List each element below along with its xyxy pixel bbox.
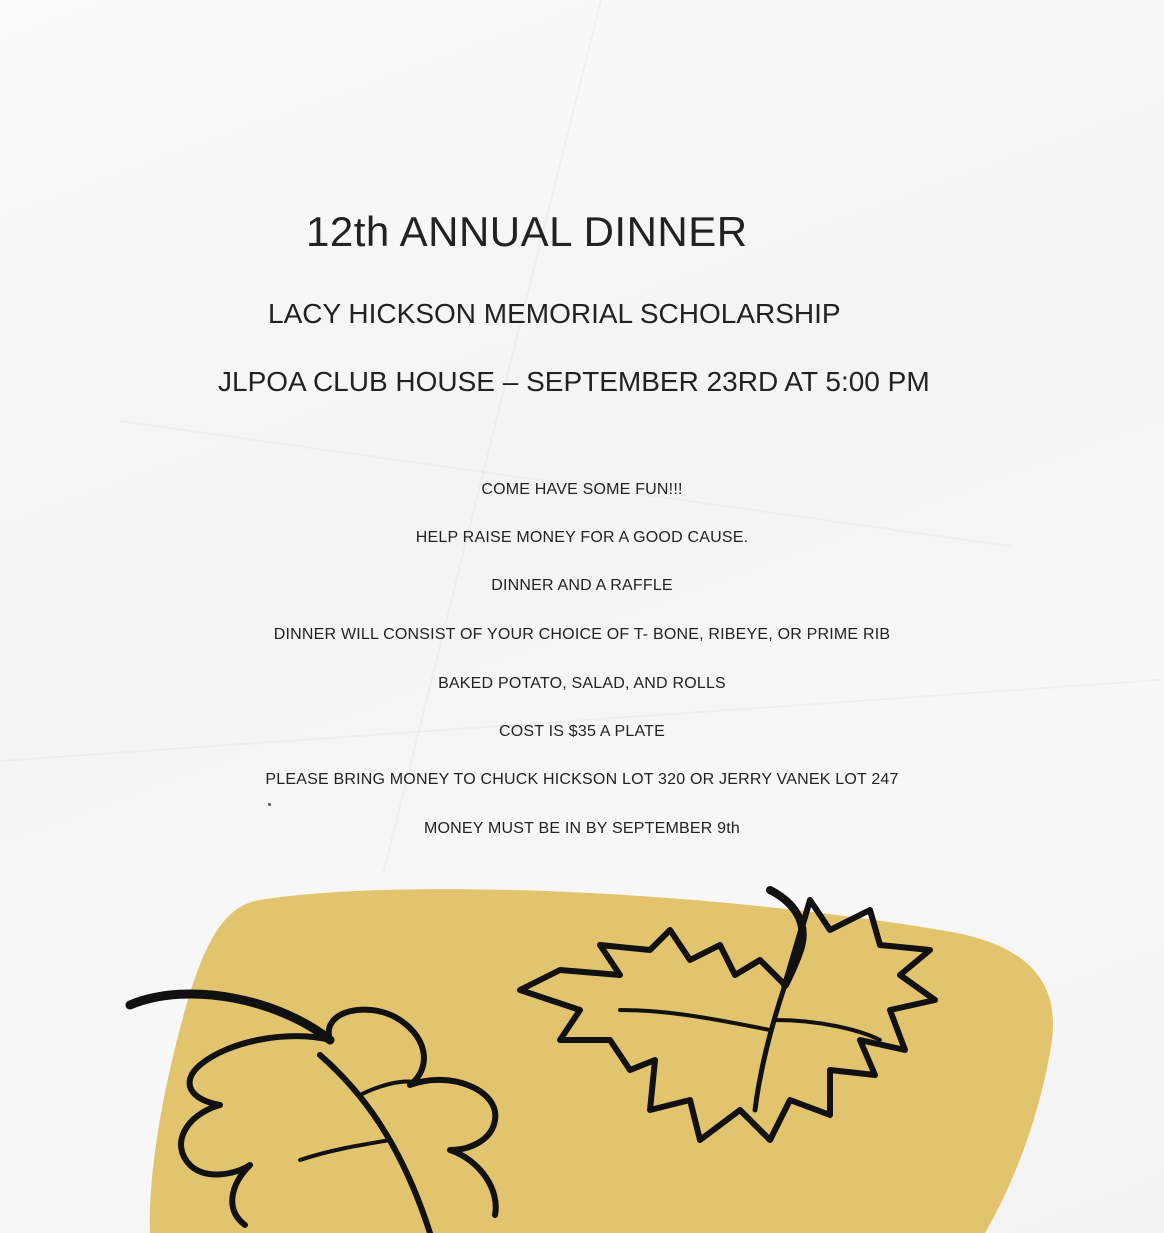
detail-line: MONEY MUST BE IN BY SEPTEMBER 9th (423, 820, 741, 837)
detail-line: COST IS $35 A PLATE (499, 723, 665, 740)
detail-line: DINNER AND A RAFFLE (491, 577, 673, 594)
detail-line: BAKED POTATO, SALAD, AND ROLLS (438, 675, 726, 692)
detail-line: COME HAVE SOME FUN!!! (481, 481, 683, 498)
flyer-subtitle: LACY HICKSON MEMORIAL SCHOLARSHIP (268, 298, 841, 329)
detail-line: HELP RAISE MONEY FOR A GOOD CAUSE. (415, 529, 749, 546)
detail-line: PLEASE BRING MONEY TO CHUCK HICKSON LOT 320 OR JERRY VANEK LOT 247 (265, 771, 899, 788)
event-location-time: JLPOA CLUB HOUSE – SEPTEMBER 23RD AT 5:00 PM (218, 366, 930, 397)
yellow-blob-shape (150, 889, 1053, 1233)
detail-line: DINNER WILL CONSIST OF YOUR CHOICE OF T- BONE, RIBEYE, OR PRIME RIB (273, 626, 891, 643)
flyer-title: 12th ANNUAL DINNER (306, 208, 748, 255)
